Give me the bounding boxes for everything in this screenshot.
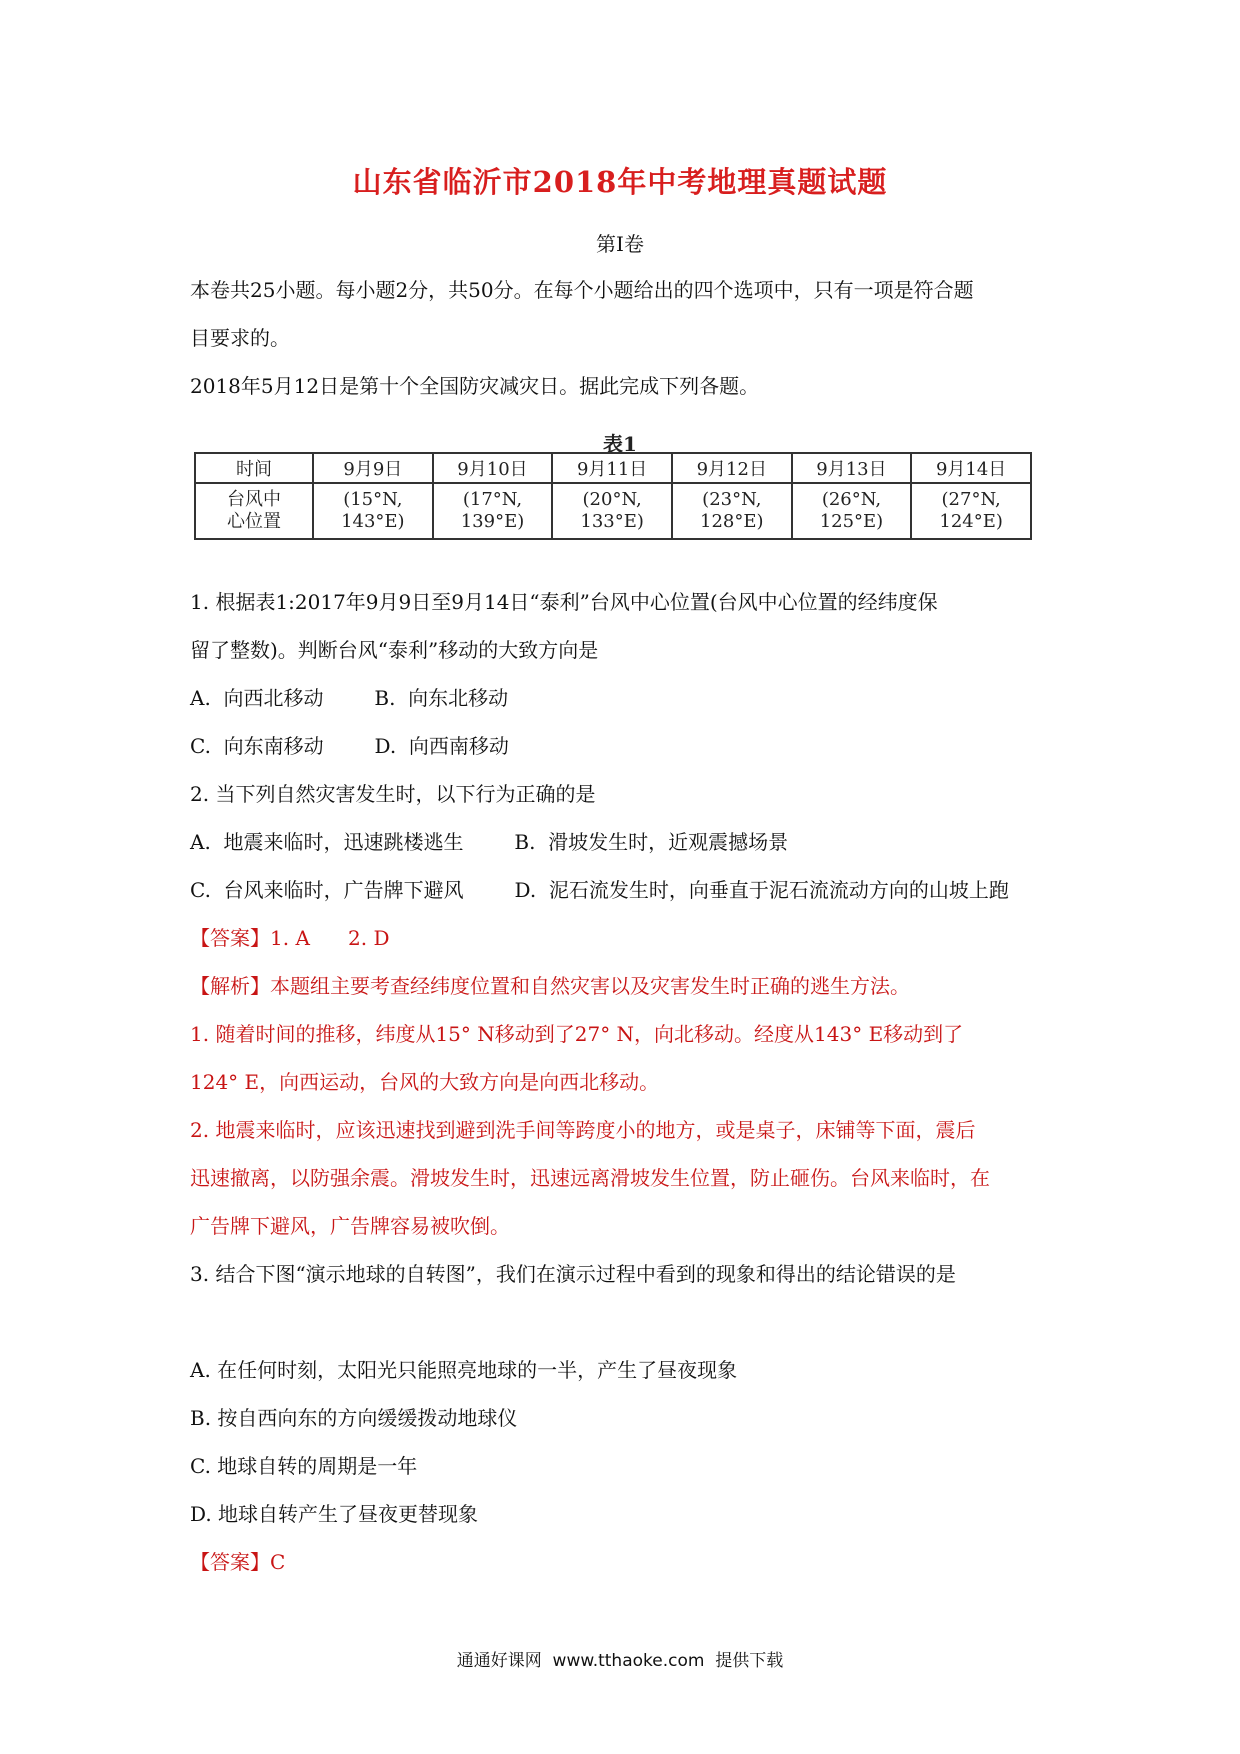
cell-longitude: 128°E) [700,511,764,532]
q3-option-d: D. 地球自转产生了昼夜更替现象 [190,1502,479,1526]
q1-options-cd: C. 向东南移动 D. 向西南移动 [190,734,509,758]
cell-latitude: (17°N, [462,489,523,510]
row-label-line: 台风中 [227,489,281,510]
intro-line-2: 目要求的。 [190,326,290,350]
table-cell [911,483,1031,539]
cell-longitude: 133°E) [580,511,644,532]
table-cell [433,483,553,539]
table-row-label [195,483,313,539]
row-label-line: 心位置 [227,511,281,532]
q1-stem-line-1: 1. 根据表1:2017年9月9日至9月14日“泰利”台风中心位置(台风中心位置的经纬度保 [190,590,938,614]
cell-latitude: (26°N, [821,489,882,510]
q2-stem: 2. 当下列自然灾害发生时，以下行为正确的是 [190,782,596,806]
cell-latitude: (23°N, [702,489,762,510]
table-header-row [195,453,1031,483]
analysis-p1-line-1: 1. 随着时间的推移，纬度从15° N移动到了27° N，向北移动。经度从143° E移动到了 [190,1022,964,1046]
q3-option-c: C. 地球自转的周期是一年 [190,1454,418,1478]
analysis-p1-line-2: 124° E，向西运动，台风的大致方向是向西北移动。 [190,1070,660,1094]
table-header-cell: 9月13日 [792,453,912,483]
analysis-p2-line-1: 2. 地震来临时，应该迅速找到避到洗手间等跨度小的地方，或是桌子，床铺等下面，震后 [190,1118,976,1142]
cell-latitude: (27°N, [941,489,1001,510]
analysis-p2-line-2: 迅速撤离，以防强余震。滑坡发生时，迅速远离滑坡发生位置，防止砸伤。台风来临时，在 [190,1166,990,1190]
q1-options-ab: A. 向西北移动 B. 向东北移动 [190,686,509,710]
table-cell [792,483,912,539]
footer-source: 通通好课网 www.tthaoke.com 提供下载 [456,1651,784,1671]
table-caption: 表1 [603,432,637,456]
cell-latitude: (20°N, [582,489,642,510]
q3-option-b: B. 按自西向东的方向缓缓拨动地球仪 [190,1406,518,1430]
cell-longitude: 125°E) [819,511,884,532]
context-line: 2018年5月12日是第十个全国防灾减灾日。据此完成下列各题。 [190,374,760,398]
table-cell [552,483,672,539]
table-header-cell: 9月12日 [672,453,792,483]
q2-options-ab: A. 地震来临时，迅速跳楼逃生 B. 滑坡发生时，近观震撼场景 [190,830,789,854]
analysis-intro: 【解析】本题组主要考查经纬度位置和自然灾害以及灾害发生时正确的逃生方法。 [190,974,910,998]
intro-line-1: 本卷共25小题。每小题2分，共50分。在每个小题给出的四个选项中，只有一项是符合题 [190,278,974,302]
table-header-cell: 9月10日 [433,453,553,483]
table-header-cell: 9月9日 [313,453,433,483]
q2-options-cd: C. 台风来临时，广告牌下避风 D. 泥石流发生时，向垂直于泥石流流动方向的山坡上跑 [190,878,1009,902]
cell-longitude: 124°E) [939,511,1003,532]
typhoon-position-table [194,452,1032,540]
answer-q1-q2: 【答案】1. A 2. D [190,926,390,950]
section-subtitle: 第I卷 [596,232,644,256]
q1-stem-line-2: 留了整数)。判断台风“泰利”移动的大致方向是 [190,638,599,662]
cell-latitude: (15°N, [343,489,403,510]
q3-option-a: A. 在任何时刻，太阳光只能照亮地球的一半，产生了昼夜现象 [190,1358,738,1382]
cell-longitude: 143°E) [341,511,405,532]
cell-longitude: 139°E) [460,511,525,532]
table-cell [313,483,433,539]
table-header-cell: 9月14日 [911,453,1031,483]
page-title: 山东省临沂市2018年中考地理真题试题 [352,165,888,199]
table-header-cell: 9月11日 [552,453,672,483]
table-header-cell: 时间 [195,453,313,483]
table-row [195,483,1031,539]
q3-stem: 3. 结合下图“演示地球的自转图”，我们在演示过程中看到的现象和得出的结论错误的是 [190,1262,956,1286]
figure-placeholder [190,1316,1050,1346]
table-cell [672,483,792,539]
answer-q3: 【答案】C [190,1550,286,1574]
analysis-p2-line-3: 广告牌下避风，广告牌容易被吹倒。 [190,1214,510,1238]
